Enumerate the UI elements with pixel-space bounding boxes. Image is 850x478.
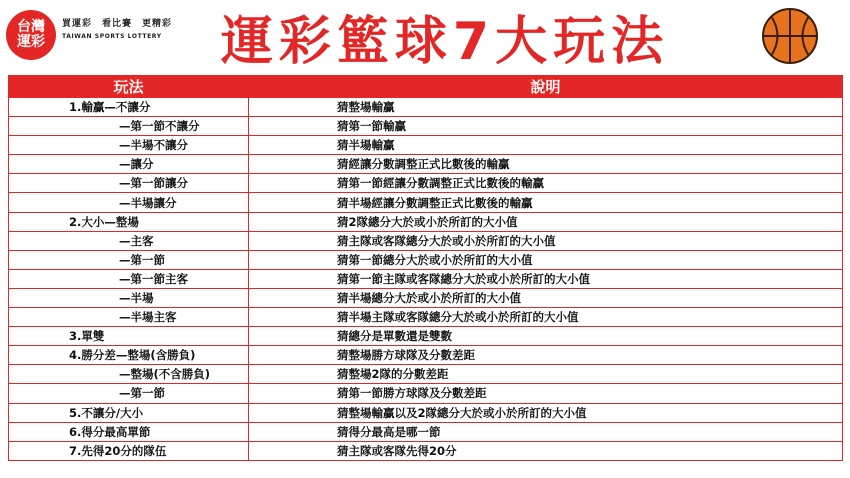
desc-cell: 猜主隊或客隊總分大於或小於所訂的大小值 bbox=[249, 231, 843, 250]
desc-cell: 猜2隊總分大於或小於所訂的大小值 bbox=[249, 212, 843, 231]
desc-cell: 猜第一節輸贏 bbox=[249, 117, 843, 136]
play-cell: 2.大小—整場 bbox=[9, 212, 249, 231]
play-cell: 3.單雙 bbox=[9, 327, 249, 346]
desc-cell: 猜總分是單數還是雙數 bbox=[249, 327, 843, 346]
logo-line2: 運彩 bbox=[17, 34, 45, 50]
play-cell: —第一節不讓分 bbox=[9, 117, 249, 136]
table-row bbox=[9, 422, 843, 441]
play-cell: —第一節主客 bbox=[9, 269, 249, 288]
play-cell: —第一節讓分 bbox=[9, 174, 249, 193]
play-cell: 6.得分最高單節 bbox=[9, 422, 249, 441]
table-row bbox=[9, 174, 843, 193]
table-row bbox=[9, 117, 843, 136]
header bbox=[0, 0, 850, 72]
play-cell: —第一節 bbox=[9, 384, 249, 403]
table-header bbox=[9, 76, 843, 98]
desc-cell: 猜整場輸贏 bbox=[249, 98, 843, 117]
table-row bbox=[9, 98, 843, 117]
col-desc-header: 說明 bbox=[249, 76, 843, 98]
play-cell: 7.先得20分的隊伍 bbox=[9, 441, 249, 460]
col-play-header: 玩法 bbox=[9, 76, 249, 98]
desc-cell: 猜整場2隊的分數差距 bbox=[249, 365, 843, 384]
page-title: 運彩籃球7大玩法 bbox=[220, 11, 670, 72]
desc-cell: 猜整場勝方球隊及分數差距 bbox=[249, 346, 843, 365]
table-row bbox=[9, 250, 843, 269]
table-row bbox=[9, 269, 843, 288]
brand-english: TAIWAN SPORTS LOTTERY bbox=[62, 33, 162, 40]
desc-cell: 猜經讓分數調整正式比數後的輸贏 bbox=[249, 155, 843, 174]
play-cell: 1.輸贏—不讓分 bbox=[9, 98, 249, 117]
desc-cell: 猜第一節經讓分數調整正式比數後的輸贏 bbox=[249, 174, 843, 193]
table-row bbox=[9, 384, 843, 403]
play-cell: —讓分 bbox=[9, 155, 249, 174]
play-cell: —整場(不含勝負) bbox=[9, 365, 249, 384]
table-row bbox=[9, 308, 843, 327]
desc-cell: 猜半場輸贏 bbox=[249, 136, 843, 155]
table-row bbox=[9, 231, 843, 250]
table-row bbox=[9, 155, 843, 174]
desc-cell: 猜第一節主隊或客隊總分大於或小於所訂的大小值 bbox=[249, 269, 843, 288]
table-row bbox=[9, 346, 843, 365]
play-cell: —半場主客 bbox=[9, 308, 249, 327]
desc-cell: 猜得分最高是哪一節 bbox=[249, 422, 843, 441]
desc-cell: 猜主隊或客隊先得20分 bbox=[249, 441, 843, 460]
table-row bbox=[9, 212, 843, 231]
basketball-icon bbox=[760, 6, 820, 66]
play-cell: 5.不讓分/大小 bbox=[9, 403, 249, 422]
logo-line1: 台灣 bbox=[17, 19, 45, 35]
play-cell: 4.勝分差—整場(含勝負) bbox=[9, 346, 249, 365]
table-row bbox=[9, 288, 843, 307]
play-cell: —半場不讓分 bbox=[9, 136, 249, 155]
table-body bbox=[9, 98, 843, 461]
desc-cell: 猜半場主隊或客隊總分大於或小於所訂的大小值 bbox=[249, 308, 843, 327]
table-row bbox=[9, 403, 843, 422]
desc-cell: 猜半場總分大於或小於所訂的大小值 bbox=[249, 288, 843, 307]
table-row bbox=[9, 365, 843, 384]
table-row bbox=[9, 327, 843, 346]
desc-cell: 猜第一節總分大於或小於所訂的大小值 bbox=[249, 250, 843, 269]
slogan: 買運彩 看比賽 更精彩 bbox=[62, 19, 173, 29]
play-cell: —半場 bbox=[9, 288, 249, 307]
brand bbox=[62, 16, 172, 40]
table-row bbox=[9, 136, 843, 155]
play-cell: —半場讓分 bbox=[9, 193, 249, 212]
table-row bbox=[9, 193, 843, 212]
table-row bbox=[9, 441, 843, 460]
desc-cell: 猜第一節勝方球隊及分數差距 bbox=[249, 384, 843, 403]
desc-cell: 猜整場輸贏以及2隊總分大於或小於所訂的大小值 bbox=[249, 403, 843, 422]
play-cell: —第一節 bbox=[9, 250, 249, 269]
desc-cell: 猜半場經讓分數調整正式比數後的輸贏 bbox=[249, 193, 843, 212]
play-cell: —主客 bbox=[9, 231, 249, 250]
play-table bbox=[8, 75, 843, 461]
logo bbox=[6, 10, 56, 60]
